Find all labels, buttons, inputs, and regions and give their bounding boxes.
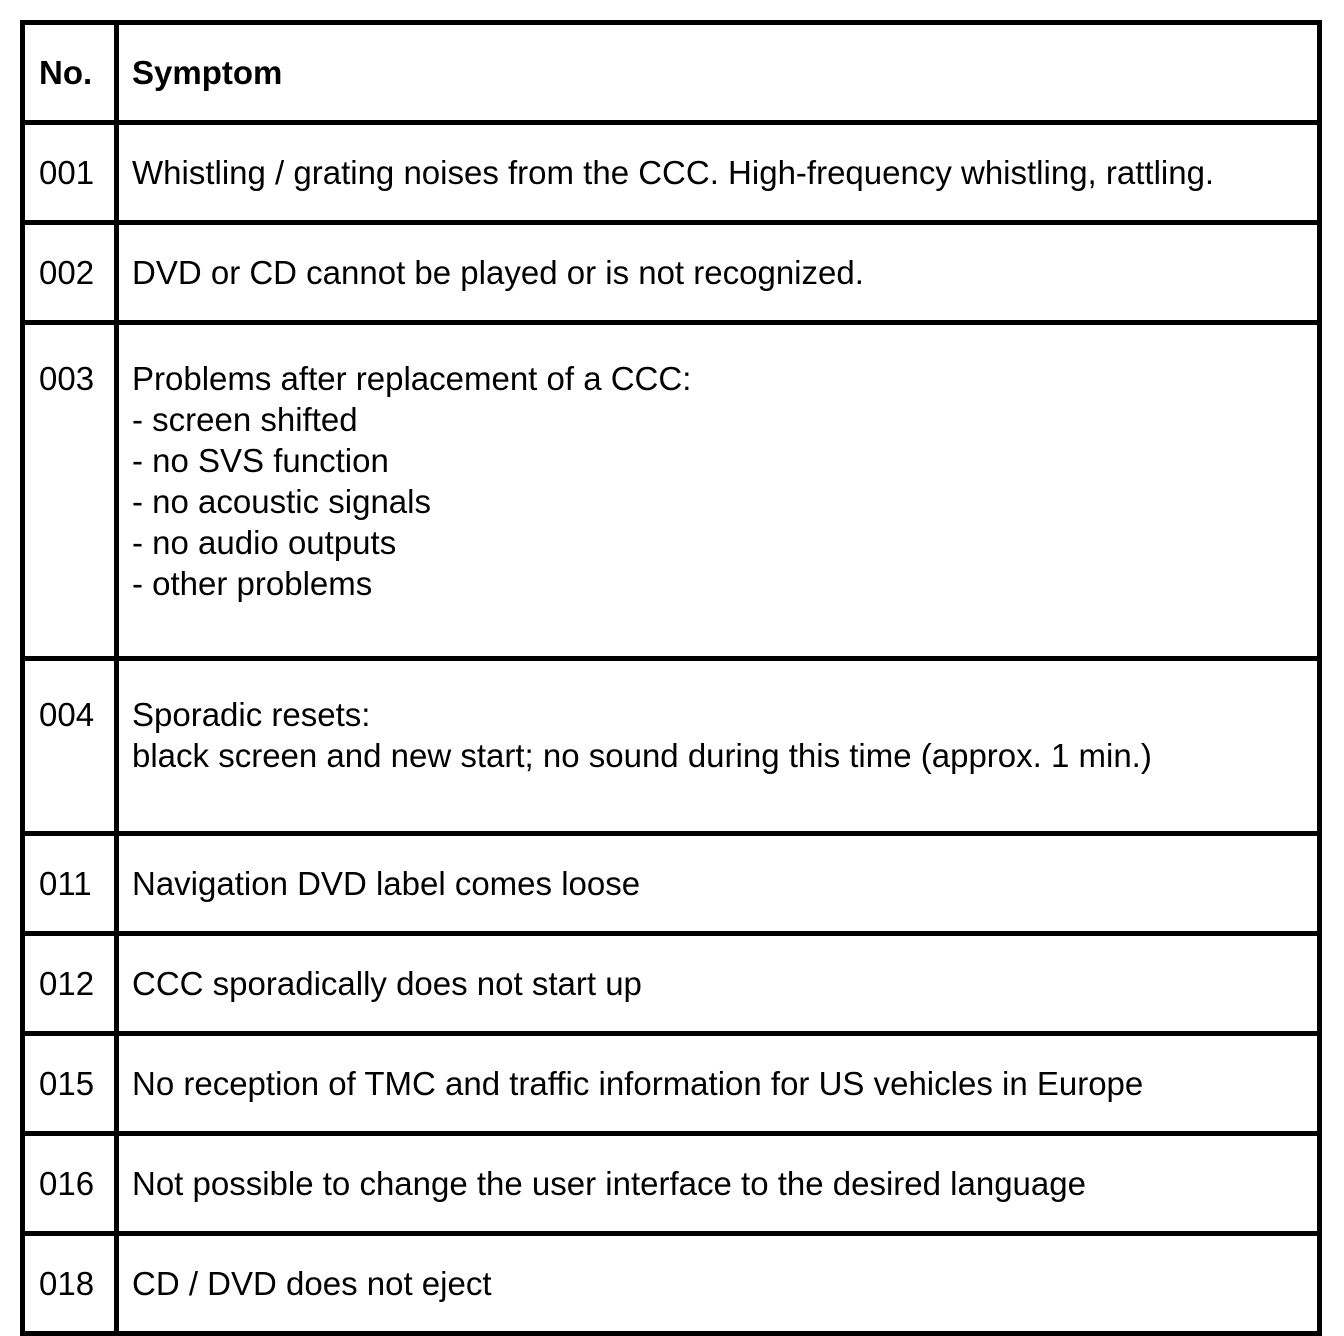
header-symptom: Symptom bbox=[117, 23, 1320, 123]
table-row bbox=[23, 834, 1320, 934]
symptom-line: No reception of TMC and traffic information for US vehicles in Europe bbox=[132, 1065, 1144, 1102]
row-symptom bbox=[117, 223, 1320, 323]
row-number: 001 bbox=[23, 123, 117, 223]
row-number: 015 bbox=[23, 1034, 117, 1134]
row-symptom bbox=[117, 1034, 1320, 1134]
symptom-line: CCC sporadically does not start up bbox=[132, 965, 642, 1002]
table-row bbox=[23, 1034, 1320, 1134]
table-row bbox=[23, 934, 1320, 1034]
table-row bbox=[23, 323, 1320, 659]
table-header-row bbox=[23, 23, 1320, 123]
symptom-line: - no audio outputs bbox=[132, 524, 397, 561]
table-row bbox=[23, 123, 1320, 223]
row-symptom bbox=[117, 834, 1320, 934]
symptom-line: - screen shifted bbox=[132, 401, 358, 438]
row-symptom bbox=[117, 1234, 1320, 1334]
table-row bbox=[23, 223, 1320, 323]
table-row bbox=[23, 1134, 1320, 1234]
row-symptom bbox=[117, 659, 1320, 834]
symptom-line: black screen and new start; no sound during this time (approx. 1 min.) bbox=[132, 737, 1152, 774]
row-number: 012 bbox=[23, 934, 117, 1034]
symptom-line: - other problems bbox=[132, 565, 373, 602]
row-symptom bbox=[117, 1134, 1320, 1234]
row-number: 016 bbox=[23, 1134, 117, 1234]
symptom-line: DVD or CD cannot be played or is not recognized. bbox=[132, 254, 864, 291]
symptom-line: - no SVS function bbox=[132, 442, 389, 479]
row-number: 003 bbox=[23, 323, 117, 659]
symptom-table-container bbox=[20, 20, 1317, 1302]
row-symptom bbox=[117, 123, 1320, 223]
row-symptom bbox=[117, 934, 1320, 1034]
table-row bbox=[23, 1234, 1320, 1334]
symptom-line: Whistling / grating noises from the CCC. High-frequency whistling, rattling. bbox=[132, 154, 1215, 191]
row-number: 018 bbox=[23, 1234, 117, 1334]
header-no: No. bbox=[23, 23, 117, 123]
symptom-line: Not possible to change the user interface to the desired language bbox=[132, 1165, 1086, 1202]
symptom-line: CD / DVD does not eject bbox=[132, 1265, 492, 1302]
symptom-line: Problems after replacement of a CCC: bbox=[132, 360, 692, 397]
row-number: 004 bbox=[23, 659, 117, 834]
symptom-table bbox=[20, 20, 1322, 1336]
row-number: 011 bbox=[23, 834, 117, 934]
row-symptom bbox=[117, 323, 1320, 659]
table-row bbox=[23, 659, 1320, 834]
symptom-line: - no acoustic signals bbox=[132, 483, 431, 520]
symptom-line: Navigation DVD label comes loose bbox=[132, 865, 641, 902]
row-number: 002 bbox=[23, 223, 117, 323]
symptom-line: Sporadic resets: bbox=[132, 696, 371, 733]
